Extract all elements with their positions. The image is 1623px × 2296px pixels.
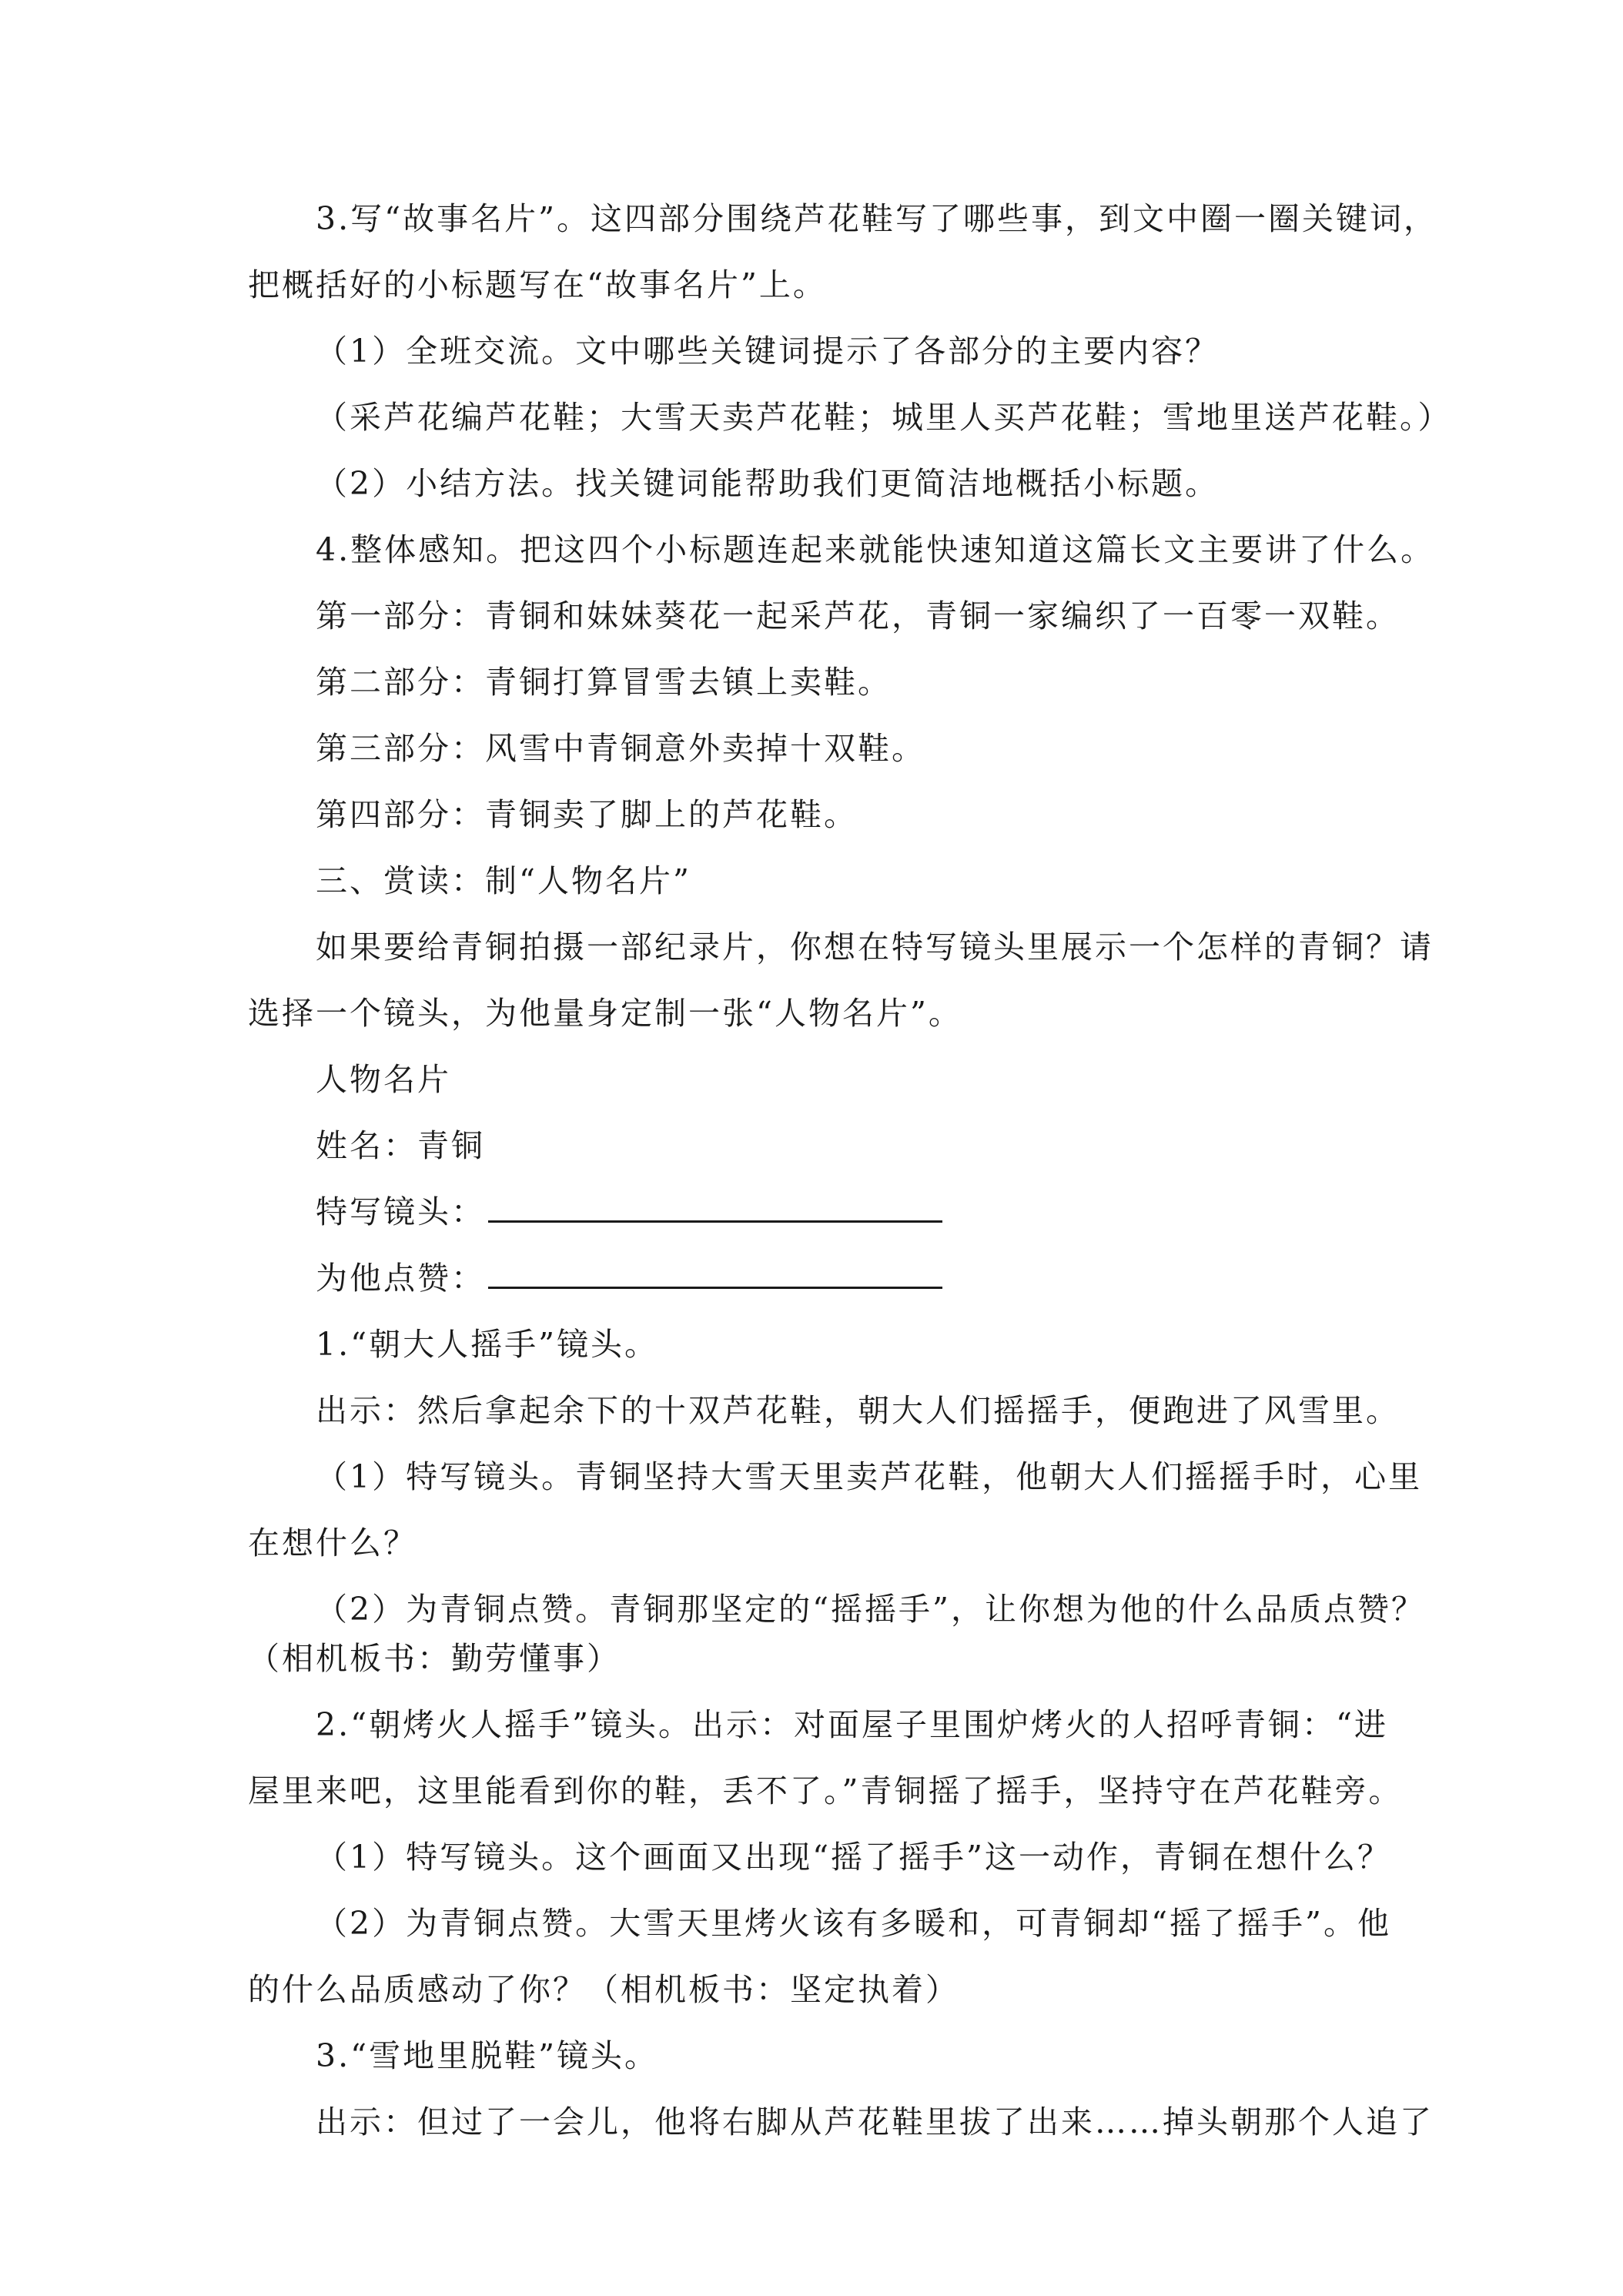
text-line: （采芦花编芦花鞋；大雪天卖芦花鞋；城里人买芦花鞋；雪地里送芦花鞋。） — [316, 399, 1452, 436]
text-line: 如果要给青铜拍摄一部纪录片，你想在特写镜头里展示一个怎样的青铜？请 — [316, 929, 1434, 966]
text-line: 出示：但过了一会儿，他将右脚从芦花鞋里拔了出来……掉头朝那个人追了 — [316, 2104, 1434, 2140]
text-line: 在想什么？ — [248, 1525, 417, 1561]
text-line: 选择一个镜头，为他量身定制一张“人物名片”。 — [248, 995, 962, 1032]
text-line: （2）为青铜点赞。青铜那坚定的“摇摇手”，让你想为他的什么品质点赞？ — [316, 1591, 1426, 1628]
text-line: 的什么品质感动了你？（相机板书：坚定执着） — [248, 1971, 959, 2008]
text-line: 第二部分：青铜打算冒雪去镇上卖鞋。 — [316, 664, 892, 701]
text-line: 把概括好的小标题写在“故事名片”上。 — [248, 266, 827, 303]
fill-in-row — [316, 1258, 942, 1298]
text-line: （1）全班交流。文中哪些关键词提示了各部分的主要内容？ — [316, 333, 1220, 370]
section-heading: 三、赏读：制“人物名片” — [316, 862, 691, 899]
text-line: 第四部分：青铜卖了脚上的芦花鞋。 — [316, 796, 858, 833]
card-title: 人物名片 — [316, 1061, 451, 1098]
text-line: （2）小结方法。找关键词能帮助我们更简洁地概括小标题。 — [316, 465, 1220, 502]
text-line: 2.“朝烤火人摇手”镜头。出示：对面屋子里围炉烤火的人招呼青铜：“进 — [316, 1706, 1388, 1743]
blank-line — [488, 1263, 942, 1289]
text-line: （1）特写镜头。这个画面又出现“摇了摇手”这一动作，青铜在想什么？ — [316, 1839, 1392, 1876]
text-line: 1.“朝大人摇手”镜头。 — [316, 1326, 659, 1363]
text-line: 出示：然后拿起余下的十双芦花鞋，朝大人们摇摇手，便跑进了风雪里。 — [316, 1392, 1400, 1429]
fill-in-label: 为他点赞： — [316, 1260, 485, 1297]
blank-line — [488, 1197, 942, 1223]
text-line: 屋里来吧，这里能看到你的鞋，丢不了。”青铜摇了摇手，坚持守在芦花鞋旁。 — [248, 1772, 1403, 1809]
text-line: （2）为青铜点赞。大雪天里烤火该有多暖和，可青铜却“摇了摇手”。他 — [316, 1905, 1392, 1942]
text-line: 3.“雪地里脱鞋”镜头。 — [316, 2037, 659, 2074]
text-line: 第三部分：风雪中青铜意外卖掉十双鞋。 — [316, 730, 925, 767]
text-line: 姓名：青铜 — [316, 1127, 485, 1164]
text-line: （相机板书：勤劳懂事） — [248, 1640, 621, 1677]
text-line: 第一部分：青铜和妹妹葵花一起采芦花，青铜一家编织了一百零一双鞋。 — [316, 597, 1400, 634]
fill-in-label: 特写镜头： — [316, 1193, 485, 1230]
fill-in-row — [316, 1192, 942, 1232]
text-line: 4.整体感知。把这四个小标题连起来就能快速知道这篇长文主要讲了什么。 — [316, 531, 1435, 568]
text-line: 3.写“故事名片”。这四部分围绕芦花鞋写了哪些事，到文中圈一圈关键词， — [316, 200, 1438, 237]
text-line: （1）特写镜头。青铜坚持大雪天里卖芦花鞋，他朝大人们摇摇手时，心里 — [316, 1458, 1423, 1495]
